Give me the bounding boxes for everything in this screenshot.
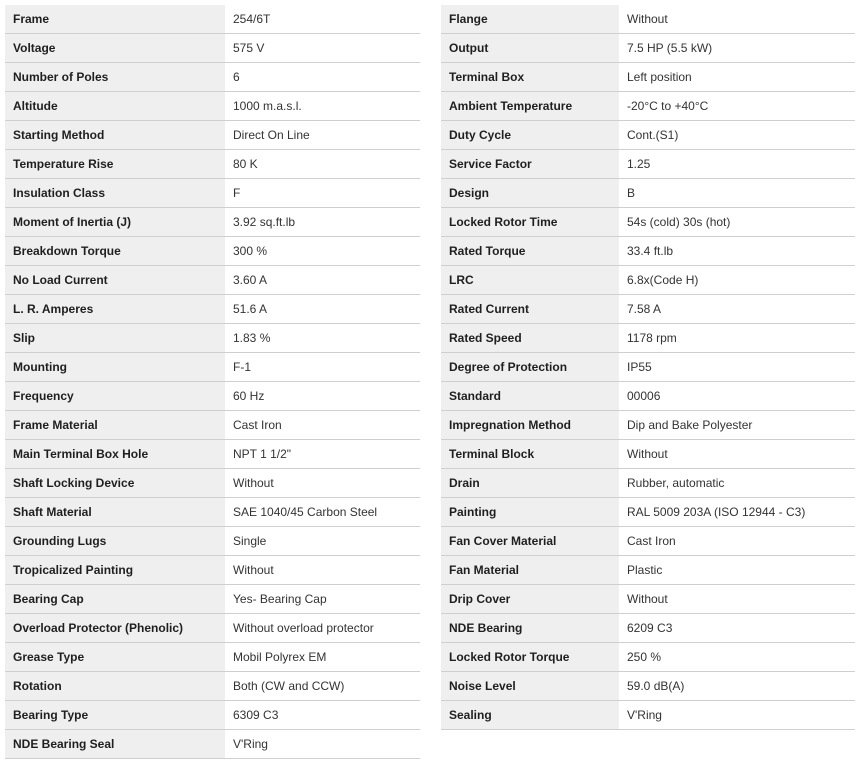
- spec-value: 80 K: [225, 150, 420, 179]
- spec-label: Ambient Temperature: [441, 92, 619, 121]
- spec-label: Number of Poles: [5, 63, 225, 92]
- spec-row: [441, 208, 855, 237]
- spec-value: 3.60 A: [225, 266, 420, 295]
- spec-label: Rotation: [5, 672, 225, 701]
- spec-value: RAL 5009 203A (ISO 12944 - C3): [619, 498, 855, 527]
- spec-value: 6: [225, 63, 420, 92]
- spec-label: NDE Bearing Seal: [5, 730, 225, 759]
- spec-value: 51.6 A: [225, 295, 420, 324]
- spec-value: 54s (cold) 30s (hot): [619, 208, 855, 237]
- spec-value: Both (CW and CCW): [225, 672, 420, 701]
- spec-row: [441, 469, 855, 498]
- spec-row: [441, 324, 855, 353]
- spec-label: No Load Current: [5, 266, 225, 295]
- spec-value: 575 V: [225, 34, 420, 63]
- spec-value: -20°C to +40°C: [619, 92, 855, 121]
- spec-label: Terminal Block: [441, 440, 619, 469]
- spec-row: [5, 527, 420, 556]
- spec-label: Grease Type: [5, 643, 225, 672]
- spec-row: [441, 92, 855, 121]
- spec-row: [5, 701, 420, 730]
- spec-row: [441, 179, 855, 208]
- spec-label: Output: [441, 34, 619, 63]
- spec-row: [441, 556, 855, 585]
- spec-value: Without: [619, 440, 855, 469]
- spec-label: Voltage: [5, 34, 225, 63]
- spec-label: Locked Rotor Torque: [441, 643, 619, 672]
- spec-label: Frequency: [5, 382, 225, 411]
- spec-label: Noise Level: [441, 672, 619, 701]
- spec-row: [441, 411, 855, 440]
- spec-row: [441, 498, 855, 527]
- spec-value: Left position: [619, 63, 855, 92]
- spec-label: Starting Method: [5, 121, 225, 150]
- spec-row: [441, 353, 855, 382]
- spec-row: [441, 614, 855, 643]
- spec-row: [5, 614, 420, 643]
- spec-value: Cast Iron: [225, 411, 420, 440]
- spec-label: Grounding Lugs: [5, 527, 225, 556]
- spec-row: [441, 701, 855, 730]
- spec-row: [441, 585, 855, 614]
- spec-value: B: [619, 179, 855, 208]
- spec-value: 7.5 HP (5.5 kW): [619, 34, 855, 63]
- spec-label: Slip: [5, 324, 225, 353]
- spec-value: Cast Iron: [619, 527, 855, 556]
- spec-value: V'Ring: [225, 730, 420, 759]
- spec-label: Frame Material: [5, 411, 225, 440]
- spec-value: 1.25: [619, 150, 855, 179]
- spec-row: [5, 179, 420, 208]
- spec-label: Mounting: [5, 353, 225, 382]
- spec-row: [5, 556, 420, 585]
- spec-row: [5, 34, 420, 63]
- spec-label: Breakdown Torque: [5, 237, 225, 266]
- spec-value: 250 %: [619, 643, 855, 672]
- spec-row: [5, 585, 420, 614]
- spec-label: Sealing: [441, 701, 619, 730]
- spec-label: Fan Cover Material: [441, 527, 619, 556]
- spec-row: [441, 643, 855, 672]
- spec-value: Direct On Line: [225, 121, 420, 150]
- spec-value: Plastic: [619, 556, 855, 585]
- spec-label: Altitude: [5, 92, 225, 121]
- spec-value: Rubber, automatic: [619, 469, 855, 498]
- spec-label: Insulation Class: [5, 179, 225, 208]
- spec-value: 7.58 A: [619, 295, 855, 324]
- spec-row: [5, 63, 420, 92]
- spec-value: Mobil Polyrex EM: [225, 643, 420, 672]
- spec-row: [5, 324, 420, 353]
- spec-row: [5, 382, 420, 411]
- spec-value: Dip and Bake Polyester: [619, 411, 855, 440]
- spec-value: 1178 rpm: [619, 324, 855, 353]
- spec-value: Cont.(S1): [619, 121, 855, 150]
- spec-label: Temperature Rise: [5, 150, 225, 179]
- spec-label: Tropicalized Painting: [5, 556, 225, 585]
- spec-row: [5, 266, 420, 295]
- spec-label: Terminal Box: [441, 63, 619, 92]
- spec-label: L. R. Amperes: [5, 295, 225, 324]
- spec-value: 3.92 sq.ft.lb: [225, 208, 420, 237]
- spec-row: [5, 469, 420, 498]
- spec-row: [441, 382, 855, 411]
- spec-label: Service Factor: [441, 150, 619, 179]
- spec-table-left-body: [5, 5, 420, 759]
- spec-label: Overload Protector (Phenolic): [5, 614, 225, 643]
- spec-label: Drip Cover: [441, 585, 619, 614]
- spec-row: [5, 411, 420, 440]
- spec-value: 6.8x(Code H): [619, 266, 855, 295]
- spec-row: [5, 5, 420, 34]
- spec-row: [5, 121, 420, 150]
- spec-value: Without: [619, 585, 855, 614]
- spec-value: 1000 m.a.s.l.: [225, 92, 420, 121]
- spec-table-left: [5, 5, 420, 759]
- spec-value: 300 %: [225, 237, 420, 266]
- spec-row: [5, 643, 420, 672]
- spec-value: Without: [619, 5, 855, 34]
- spec-row: [5, 730, 420, 759]
- spec-label: Rated Current: [441, 295, 619, 324]
- spec-row: [5, 498, 420, 527]
- spec-label: Rated Speed: [441, 324, 619, 353]
- spec-label: Painting: [441, 498, 619, 527]
- spec-label: Flange: [441, 5, 619, 34]
- spec-table-right-body: [441, 5, 855, 730]
- spec-label: Shaft Locking Device: [5, 469, 225, 498]
- spec-row: [441, 672, 855, 701]
- spec-value: 33.4 ft.lb: [619, 237, 855, 266]
- spec-row: [5, 295, 420, 324]
- spec-row: [441, 266, 855, 295]
- spec-row: [441, 237, 855, 266]
- spec-label: Frame: [5, 5, 225, 34]
- spec-value: 6309 C3: [225, 701, 420, 730]
- spec-label: Degree of Protection: [441, 353, 619, 382]
- spec-table-right: [441, 5, 855, 730]
- spec-value: 60 Hz: [225, 382, 420, 411]
- spec-value: 59.0 dB(A): [619, 672, 855, 701]
- spec-row: [441, 527, 855, 556]
- spec-label: Duty Cycle: [441, 121, 619, 150]
- spec-row: [441, 440, 855, 469]
- spec-value: Yes- Bearing Cap: [225, 585, 420, 614]
- spec-label: Shaft Material: [5, 498, 225, 527]
- spec-value: Without: [225, 556, 420, 585]
- spec-label: Standard: [441, 382, 619, 411]
- spec-value: Single: [225, 527, 420, 556]
- spec-row: [441, 5, 855, 34]
- spec-label: Rated Torque: [441, 237, 619, 266]
- spec-row: [441, 121, 855, 150]
- spec-row: [441, 34, 855, 63]
- spec-value: SAE 1040/45 Carbon Steel: [225, 498, 420, 527]
- spec-value: Without overload protector: [225, 614, 420, 643]
- spec-label: Impregnation Method: [441, 411, 619, 440]
- spec-row: [5, 672, 420, 701]
- spec-value: 1.83 %: [225, 324, 420, 353]
- spec-row: [5, 353, 420, 382]
- spec-row: [5, 92, 420, 121]
- spec-label: Bearing Cap: [5, 585, 225, 614]
- spec-label: NDE Bearing: [441, 614, 619, 643]
- spec-value: V'Ring: [619, 701, 855, 730]
- spec-label: LRC: [441, 266, 619, 295]
- spec-row: [5, 440, 420, 469]
- spec-value: IP55: [619, 353, 855, 382]
- spec-row: [441, 295, 855, 324]
- spec-label: Moment of Inertia (J): [5, 208, 225, 237]
- spec-value: Without: [225, 469, 420, 498]
- spec-label: Design: [441, 179, 619, 208]
- spec-row: [5, 208, 420, 237]
- spec-label: Locked Rotor Time: [441, 208, 619, 237]
- spec-row: [441, 63, 855, 92]
- spec-label: Main Terminal Box Hole: [5, 440, 225, 469]
- spec-row: [5, 150, 420, 179]
- spec-value: F-1: [225, 353, 420, 382]
- spec-value: 00006: [619, 382, 855, 411]
- spec-value: NPT 1 1/2": [225, 440, 420, 469]
- spec-value: 254/6T: [225, 5, 420, 34]
- spec-row: [5, 237, 420, 266]
- spec-row: [441, 150, 855, 179]
- spec-label: Fan Material: [441, 556, 619, 585]
- spec-label: Drain: [441, 469, 619, 498]
- spec-value: F: [225, 179, 420, 208]
- spec-value: 6209 C3: [619, 614, 855, 643]
- spec-label: Bearing Type: [5, 701, 225, 730]
